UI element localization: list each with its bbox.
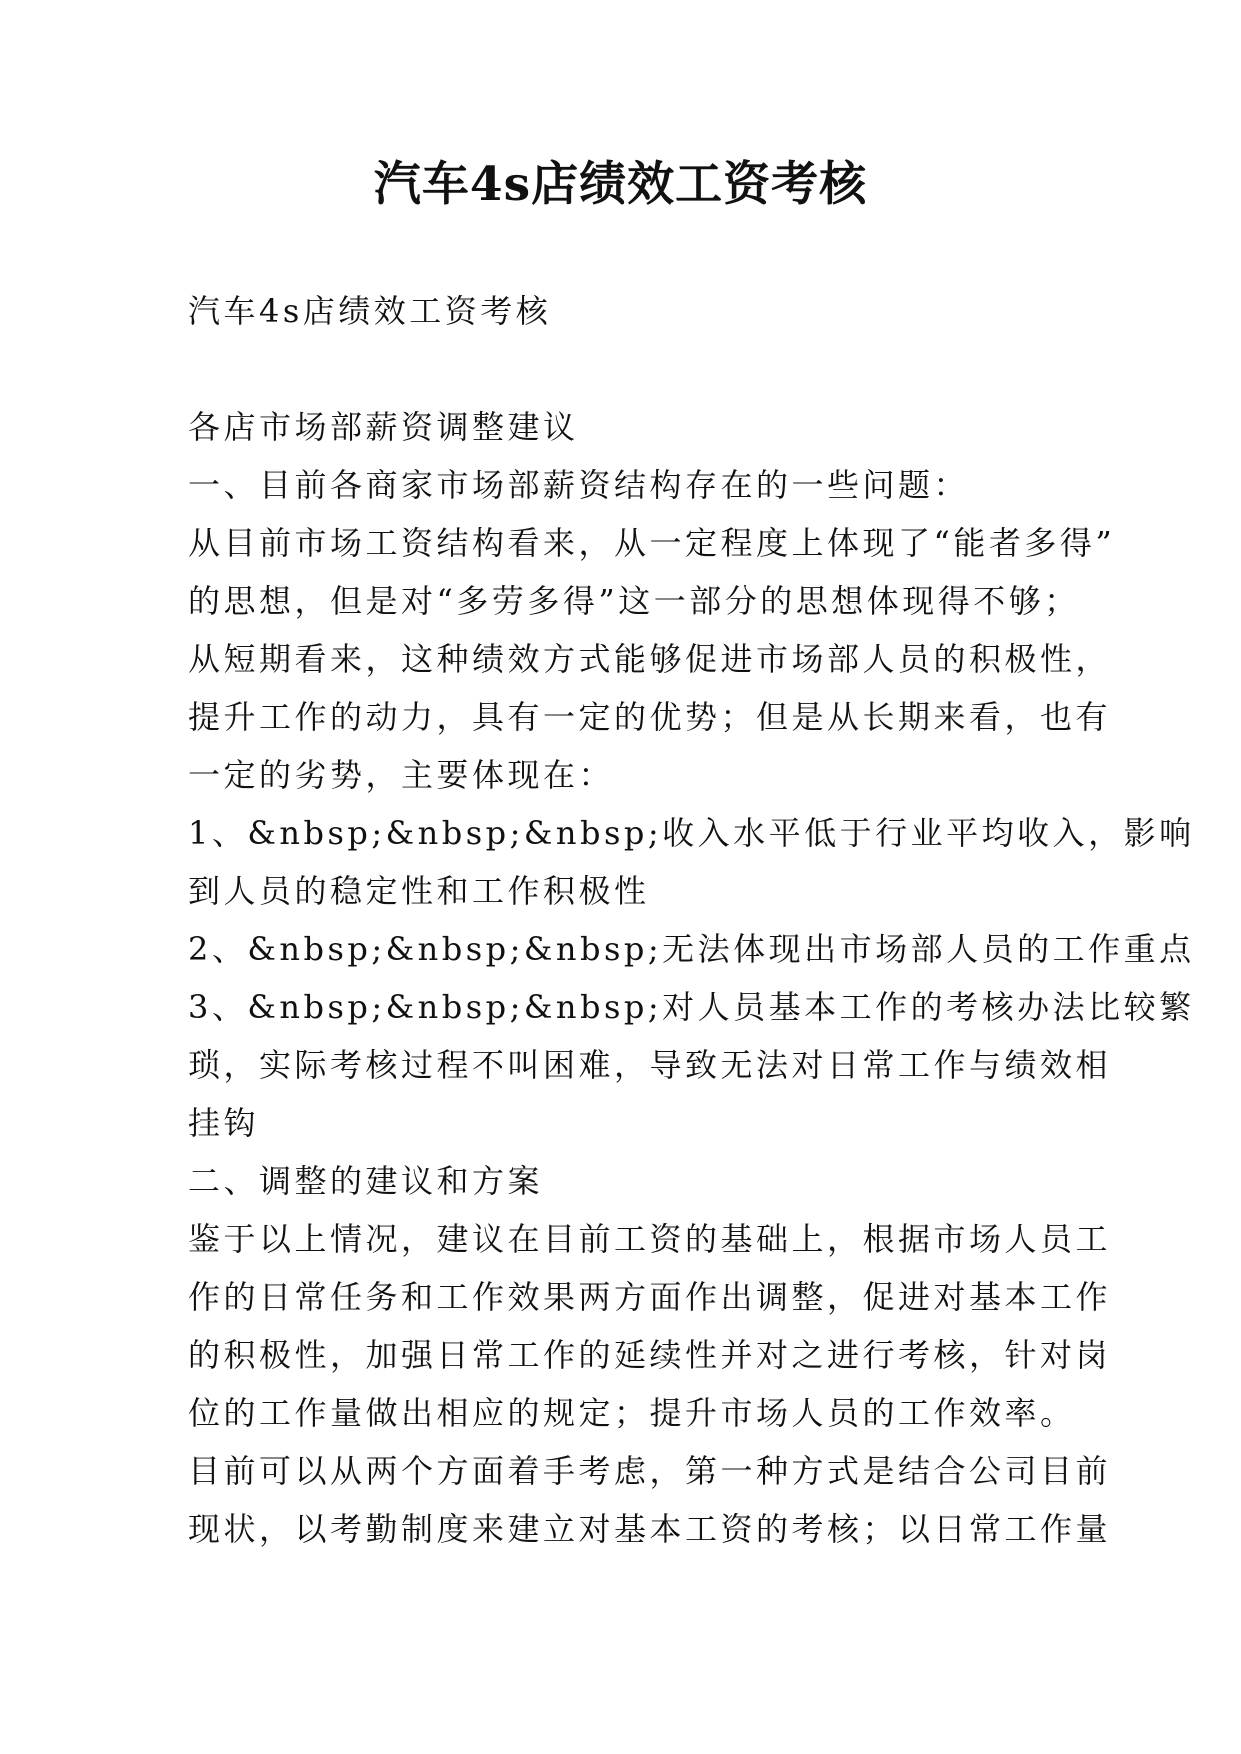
section-heading: 各店市场部薪资调整建议 — [188, 408, 579, 446]
list-item: 1、&nbsp;&nbsp;&nbsp;收入水平低于行业平均收入，影响 — [188, 814, 1195, 852]
list-item: 3、&nbsp;&nbsp;&nbsp;对人员基本工作的考核办法比较繁 — [188, 988, 1195, 1026]
paragraph-line: 从目前市场工资结构看来，从一定程度上体现了“能者多得” — [188, 524, 1116, 562]
document-subtitle: 汽车4s店绩效工资考核 — [188, 292, 552, 330]
paragraph-line: 作的日常任务和工作效果两方面作出调整，促进对基本工作 — [188, 1278, 1112, 1316]
paragraph-line: 从短期看来，这种绩效方式能够促进市场部人员的积极性， — [188, 640, 1112, 678]
paragraph-line: 位的工作量做出相应的规定；提升市场人员的工作效率。 — [188, 1394, 1076, 1432]
document-title: 汽车4s店绩效工资考核 — [373, 157, 868, 212]
list-item: 琐，实际考核过程不叫困难，导致无法对日常工作与绩效相 — [188, 1046, 1112, 1084]
paragraph-line: 鉴于以上情况，建议在目前工资的基础上，根据市场人员工 — [188, 1220, 1112, 1258]
section-heading: 一、目前各商家市场部薪资结构存在的一些问题： — [188, 466, 970, 504]
list-item: 到人员的稳定性和工作积极性 — [188, 872, 650, 910]
list-item: 2、&nbsp;&nbsp;&nbsp;无法体现出市场部人员的工作重点 — [188, 930, 1195, 968]
document-body — [188, 282, 1195, 1558]
paragraph-line: 一定的劣势，主要体现在： — [188, 756, 615, 794]
paragraph-line: 现状，以考勤制度来建立对基本工资的考核；以日常工作量 — [188, 1510, 1112, 1548]
section-heading: 二、调整的建议和方案 — [188, 1162, 544, 1200]
paragraph-line: 目前可以从两个方面着手考虑，第一种方式是结合公司目前 — [188, 1452, 1112, 1490]
list-item: 挂钩 — [188, 1104, 260, 1142]
paragraph-line: 的积极性，加强日常工作的延续性并对之进行考核，针对岗 — [188, 1336, 1112, 1374]
paragraph-line: 提升工作的动力，具有一定的优势；但是从长期来看，也有 — [188, 698, 1112, 736]
paragraph-line: 的思想，但是对“多劳多得”这一部分的思想体现得不够； — [188, 582, 1080, 620]
